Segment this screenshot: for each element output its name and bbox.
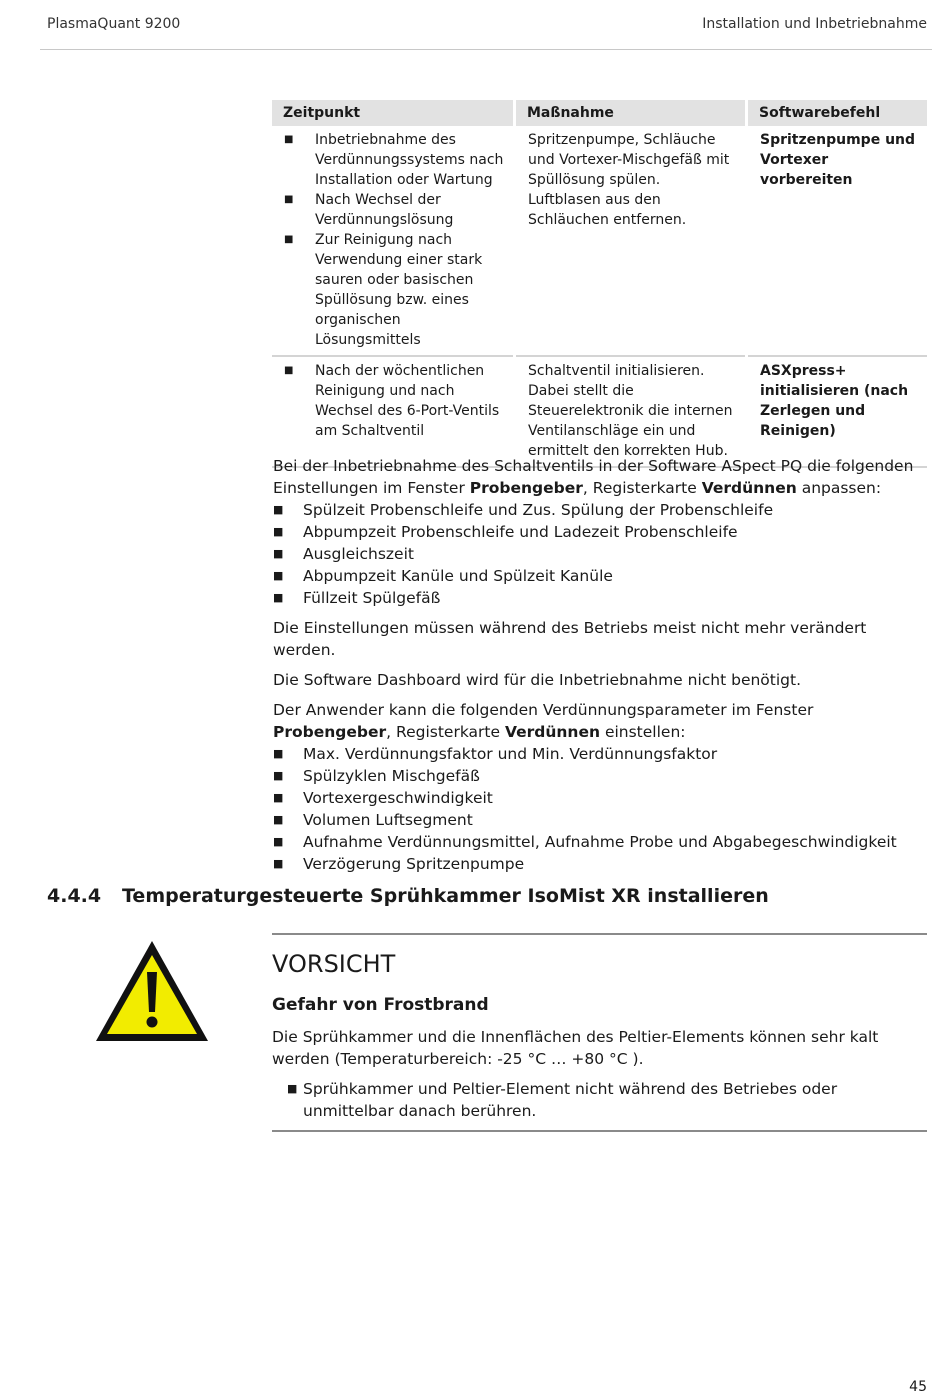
header-divider — [40, 49, 932, 50]
cell-text: Schaltventil initialisieren. — [528, 363, 705, 379]
text-run: einstellen: — [600, 723, 686, 741]
text-run: anpassen: — [796, 479, 882, 497]
settings-list — [273, 499, 923, 609]
list-item: ■ Vortexergeschwindigkeit — [273, 787, 923, 809]
cell-massnahme — [516, 126, 745, 357]
term-probengeber: Probengeber — [273, 723, 387, 741]
parameters-list — [273, 743, 923, 875]
list-item: ■ Max. Verdünnungsfaktor und Min. Verdünnungsfaktor — [273, 743, 923, 765]
term-probengeber: Probengeber — [469, 479, 583, 497]
column-header-zeitpunkt: Zeitpunkt — [272, 100, 513, 126]
header-product: PlasmaQuant 9200 — [47, 16, 181, 32]
table-row — [272, 126, 927, 357]
warning-bottom-rule — [272, 1130, 927, 1132]
term-verduennen: Verdünnen — [504, 723, 601, 741]
paragraph-settings-note: Die Einstellungen müssen während des Betriebs meist nicht mehr verändert werden. — [273, 619, 867, 659]
cell-softwarebefehl: Spritzenpumpe und Vortexer vorbereiten — [748, 126, 927, 357]
section-title: Temperaturgesteuerte Sprühkammer IsoMist XR installieren — [122, 885, 769, 907]
list-item: ■ Nach Wechsel der Verdünnungslösung — [284, 190, 509, 230]
column-header-massnahme: Maßnahme — [516, 100, 745, 126]
list-item: ■ Zur Reinigung nach Verwendung einer stark sauren oder basischen Spüllösung bzw. eines organischen Lösungsmittels — [284, 230, 509, 350]
header-chapter: Installation und Inbetriebnahme — [702, 16, 927, 32]
section-number: 4.4.4 — [47, 885, 102, 907]
list-item: ■ Nach der wöchentlichen Reinigung und nach Wechsel des 6-Port-Ventils am Schaltventil — [284, 361, 509, 441]
paragraph-parameters-intro — [273, 699, 923, 743]
cell-text: Spritzenpumpe, Schläuche und Vortexer-Mischgefäß mit Spüllösung spülen. — [528, 132, 730, 188]
cell-zeitpunkt — [272, 357, 513, 468]
cell-softwarebefehl: ASXpress+ initialisieren (nach Zerlegen und Reinigen) — [748, 357, 927, 468]
warning-top-rule — [272, 933, 927, 935]
page-number: 45 — [909, 1379, 927, 1395]
warning-triangle-icon — [93, 938, 211, 1044]
list-item: ■ Volumen Luftsegment — [273, 809, 923, 831]
commissioning-table — [272, 100, 927, 468]
list-item: ■ Füllzeit Spülgefäß — [273, 587, 923, 609]
list-item: ■ Verzögerung Spritzenpumpe — [273, 853, 923, 875]
table-header — [272, 100, 927, 126]
warning-subtitle: Gefahr von Frostbrand — [272, 995, 489, 1015]
list-item: ■ Aufnahme Verdünnungsmittel, Aufnahme Probe und Abgabegeschwindigkeit — [273, 831, 923, 853]
cell-massnahme — [516, 357, 745, 468]
warning-bullet: ■ Sprühkammer und Peltier-Element nicht während des Betriebes oder unmittelbar danach berühren. — [287, 1078, 927, 1122]
cell-text: Luftblasen aus den Schläuchen entfernen. — [528, 192, 687, 228]
body-text — [273, 455, 923, 875]
cell-text: Dabei stellt die Steuerelektronik die internen Ventilanschläge ein und ermittelt den korrekten Hub. — [528, 383, 733, 459]
text-run: , Registerkarte — [386, 723, 505, 741]
text-run: Der Anwender kann die folgenden Verdünnungsparameter im Fenster — [273, 701, 814, 719]
list-item: ■ Ausgleichszeit — [273, 543, 923, 565]
warning-title: VORSICHT — [272, 950, 396, 978]
list-item: ■ Abpumpzeit Kanüle und Spülzeit Kanüle — [273, 565, 923, 587]
list-item: ■ Spülzeit Probenschleife und Zus. Spülung der Probenschleife — [273, 499, 923, 521]
list-item: ■ Inbetriebnahme des Verdünnungssystems nach Installation oder Wartung — [284, 130, 509, 190]
cell-zeitpunkt — [272, 126, 513, 357]
column-header-softwarebefehl: Softwarebefehl — [748, 100, 927, 126]
text-run: Bei der Inbetriebnahme des Schaltventils in der Software ASpect PQ die folgenden Einstellungen im Fenster — [273, 457, 914, 497]
table-row — [272, 357, 927, 468]
warning-text: Die Sprühkammer und die Innenflächen des Peltier-Elements können sehr kalt werden (Temperaturbereich: -25 °C … +80 °C ). — [272, 1028, 879, 1068]
term-verduennen: Verdünnen — [701, 479, 797, 497]
paragraph-dashboard-note: Die Software Dashboard wird für die Inbetriebnahme nicht benötigt. — [273, 671, 802, 689]
list-item: ■ Abpumpzeit Probenschleife und Ladezeit Probenschleife — [273, 521, 923, 543]
text-run: , Registerkarte — [582, 479, 702, 497]
paragraph-settings-intro — [273, 455, 923, 499]
list-item: ■ Spülzyklen Mischgefäß — [273, 765, 923, 787]
